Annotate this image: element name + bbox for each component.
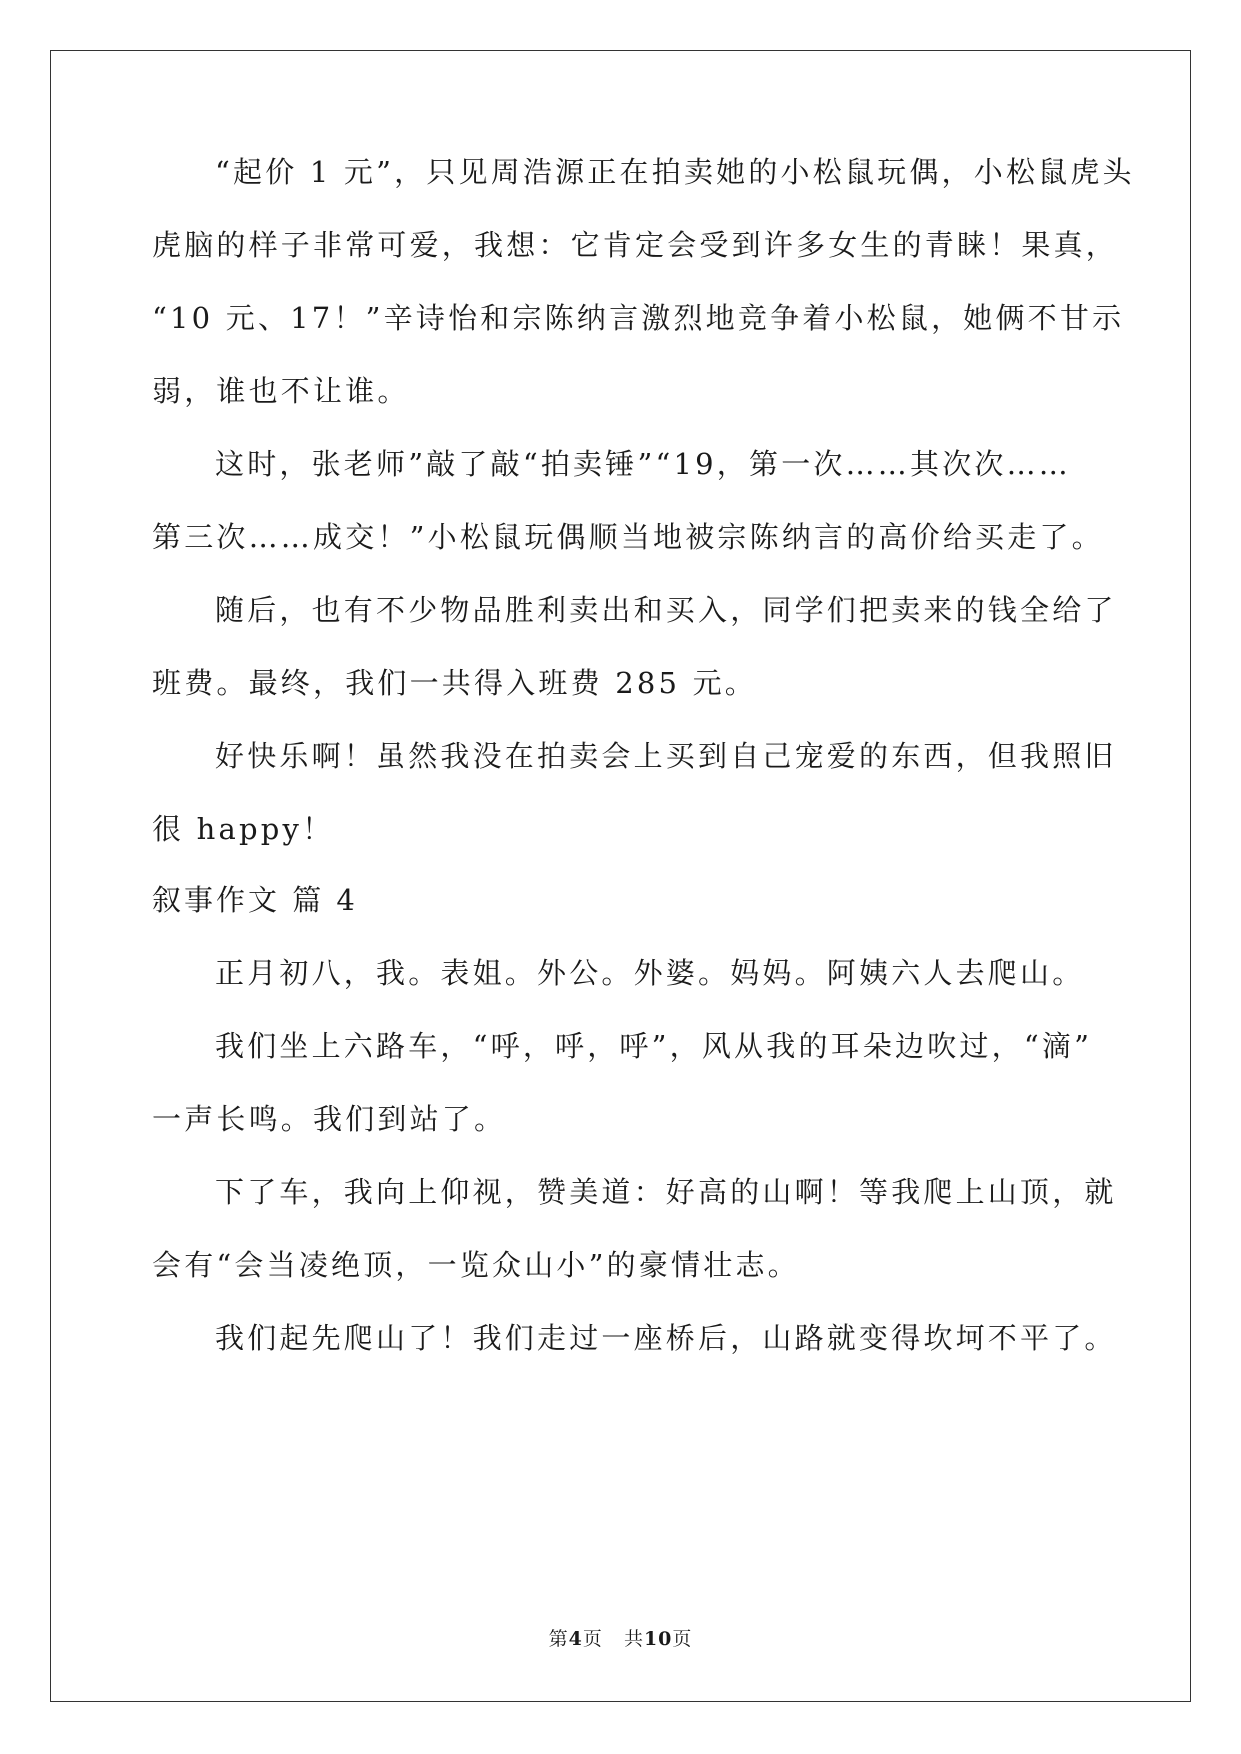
text-line: 正月初八，我。表姐。外公。外婆。妈妈。阿姨六人去爬山。 [215, 956, 1085, 990]
text-line: 虎脑的样子非常可爱，我想：它肯定会受到许多女生的青睐！果真， [152, 228, 1119, 262]
footer-page-total: 10 [643, 1628, 673, 1650]
footer-suffix: 页 [672, 1628, 693, 1650]
page-footer [0, 1627, 1241, 1651]
footer-middle: 页 共 [582, 1628, 644, 1650]
text-line: 好快乐啊！虽然我没在拍卖会上买到自己宠爱的东西，但我照旧 [215, 739, 1117, 773]
text-line: 很 happy！ [152, 812, 335, 846]
text-line: 会有“会当凌绝顶，一览众山小”的豪情壮志。 [152, 1248, 800, 1282]
text-line: 随后，也有不少物品胜利卖出和买入，同学们把卖来的钱全给了 [215, 593, 1117, 627]
text-line: 下了车，我向上仰视，赞美道：好高的山啊！等我爬上山顶，就 [215, 1175, 1117, 1209]
text-line: 班费。最终，我们一共得入班费 285 元。 [152, 666, 757, 700]
text-line: “10 元、17！”辛诗怡和宗陈纳言激烈地竞争着小松鼠，她俩不甘示 [152, 301, 1125, 335]
text-line: “起价 1 元”，只见周浩源正在拍卖她的小松鼠玩偶，小松鼠虎头 [215, 155, 1135, 189]
footer-page-current: 4 [568, 1628, 583, 1650]
text-line: 一声长鸣。我们到站了。 [152, 1102, 507, 1136]
text-line: 弱，谁也不让谁。 [152, 374, 410, 408]
text-line: 第三次……成交！”小松鼠玩偶顺当地被宗陈纳言的高价给买走了。 [152, 520, 1104, 554]
text-line: 我们坐上六路车，“呼，呼，呼”，风从我的耳朵边吹过，“滴” [215, 1029, 1093, 1063]
footer-prefix: 第 [548, 1628, 569, 1650]
text-line: 我们起先爬山了！我们走过一座桥后，山路就变得坎坷不平了。 [215, 1321, 1117, 1355]
text-line: 这时，张老师”敲了敲“拍卖锤”“19，第一次……其次次…… [215, 447, 1072, 481]
section-heading: 叙事作文 篇 4 [152, 883, 358, 917]
